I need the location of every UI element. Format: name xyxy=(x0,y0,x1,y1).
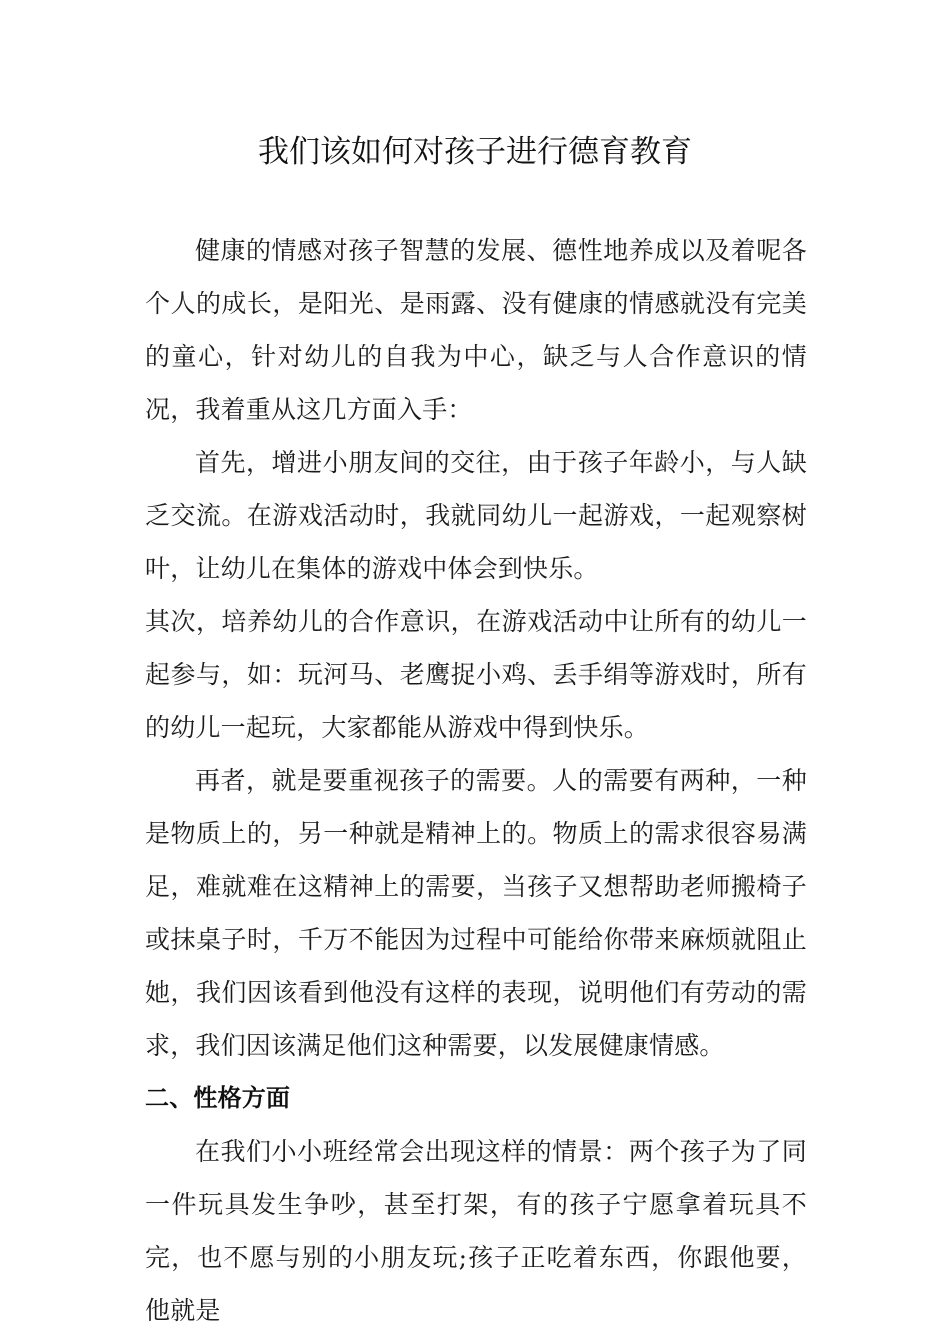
paragraph-emotion-intro: 健康的情感对孩子智慧的发展、德性地养成以及着呢各个人的成长，是阳光、是雨露、没有健康的情感就没有完美的童心，针对幼儿的自我为中心，缺乏与人合作意识的情况，我着重从这几方面入手： xyxy=(145,236,807,424)
paragraph-third: 再者，就是要重视孩子的需要。人的需要有两种，一种是物质上的，另一种就是精神上的。物质上的需求很容易满足，难就难在这精神上的需要，当孩子又想帮助老师搬椅子或抹桌子时，千万不能因为过程中可能给你带来麻烦就阻止她，我们因该看到他没有这样的表现，说明他们有劳动的需求，我们因该满足他们这种需要，以发展健康情感。 xyxy=(145,766,807,1060)
paragraph-second: 其次，培养幼儿的合作意识，在游戏活动中让所有的幼儿一起参与，如：玩河马、老鹰捉小鸡、丢手绢等游戏时，所有的幼儿一起玩，大家都能从游戏中得到快乐。 xyxy=(145,607,807,742)
paragraph-first: 首先，增进小朋友间的交往，由于孩子年龄小，与人缺乏交流。在游戏活动时，我就同幼儿一起游戏，一起观察树叶，让幼儿在集体的游戏中体会到快乐。 xyxy=(145,448,807,583)
document-body xyxy=(145,224,807,1337)
document-title: 我们该如何对孩子进行德育教育 xyxy=(258,134,692,170)
paragraph-personality: 在我们小小班经常会出现这样的情景：两个孩子为了同一件玩具发生争吵，甚至打架，有的孩子宁愿拿着玩具不完，也不愿与别的小朋友玩;孩子正吃着东西，你跟他要，他就是 xyxy=(145,1137,807,1325)
section-heading-personality: 二、性格方面 xyxy=(145,1084,291,1112)
